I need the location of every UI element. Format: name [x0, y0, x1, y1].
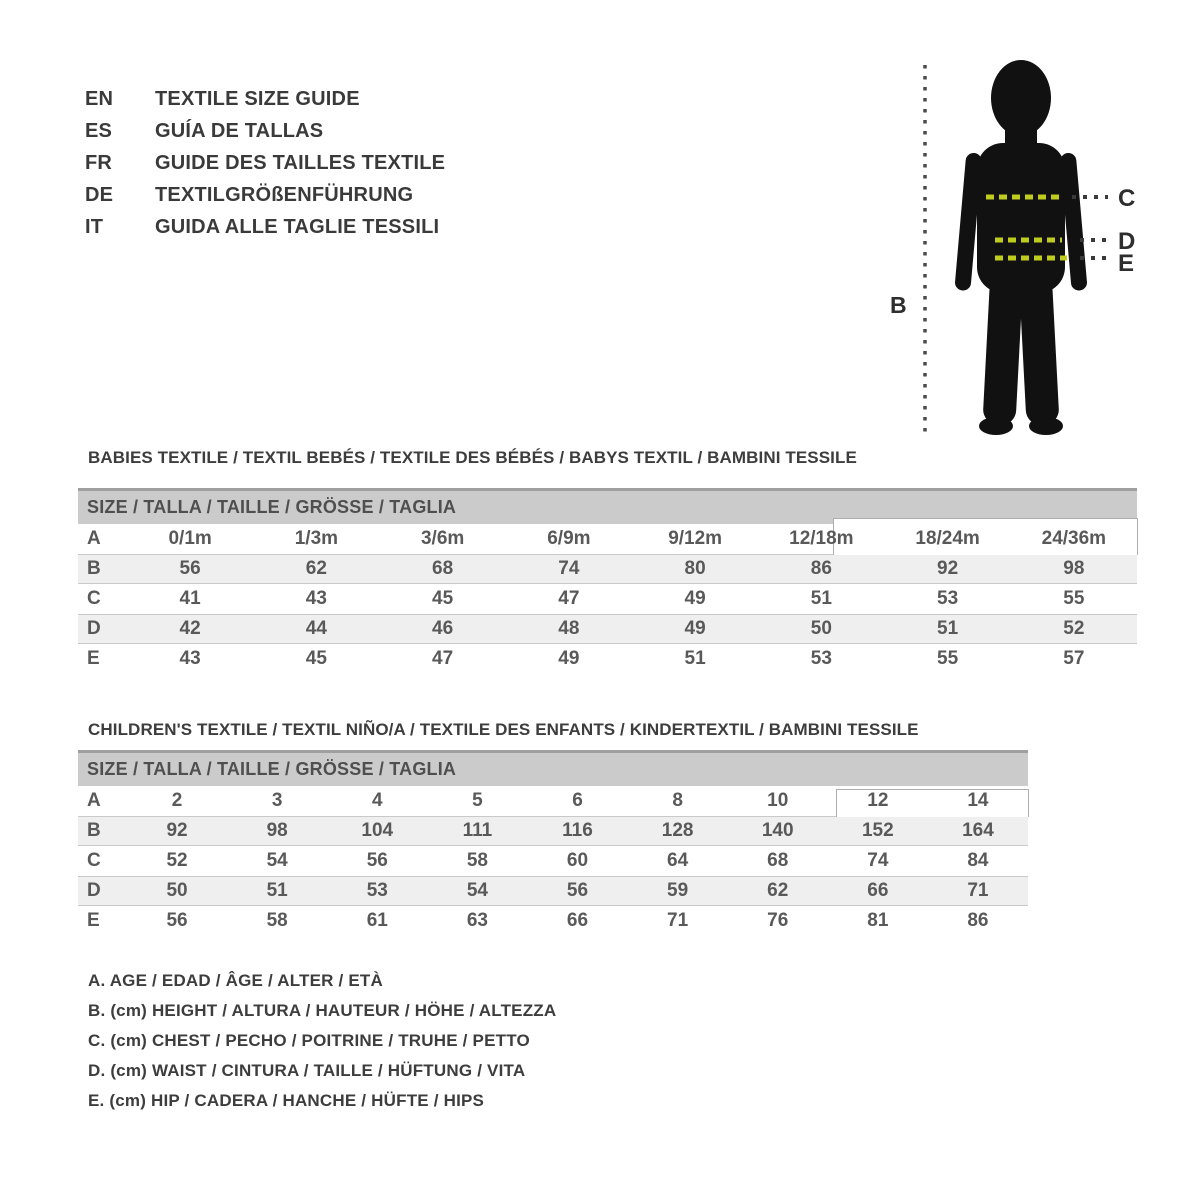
- legend-line: C. (cm) CHEST / PECHO / POITRINE / TRUHE / PETTO: [88, 1031, 530, 1050]
- table-row: [78, 816, 1028, 846]
- table-cell: 51: [266, 880, 288, 901]
- table-cell: 6: [572, 790, 583, 811]
- table-header: [78, 750, 1028, 786]
- chest-label: C: [1118, 185, 1136, 212]
- silhouette-torso: [977, 143, 1065, 293]
- table-cell: 51: [937, 618, 959, 639]
- table-cell: 92: [166, 820, 188, 841]
- language-code: ES: [85, 120, 113, 142]
- table-cell: 74: [867, 850, 889, 871]
- table-cell: 24/36m: [1041, 528, 1107, 549]
- table-row: [78, 614, 1137, 644]
- table-cell: 0/1m: [168, 528, 212, 549]
- table-row: [78, 524, 1137, 554]
- table-cell: 49: [684, 618, 706, 639]
- silhouette-right-leg: [1019, 272, 1060, 426]
- table-cell: 92: [937, 558, 959, 579]
- language-code: DE: [85, 184, 114, 206]
- table-cell: 56: [366, 850, 388, 871]
- table-cell: 152: [861, 820, 894, 841]
- hip-label: E: [1118, 250, 1135, 277]
- measurement-figure: [878, 45, 1178, 447]
- table-cell: 59: [667, 880, 689, 901]
- table-cell: 84: [967, 850, 989, 871]
- table-cell: 58: [466, 850, 488, 871]
- table-cell: 66: [566, 910, 589, 931]
- table-cell: 76: [767, 910, 789, 931]
- table-cell: 86: [810, 558, 832, 579]
- language-title: TEXTILGRÖßENFÜHRUNG: [155, 184, 414, 206]
- table-cell: 140: [761, 820, 794, 841]
- table-cell: 74: [558, 558, 580, 579]
- legend-line: B. (cm) HEIGHT / ALTURA / HAUTEUR / HÖHE / ALTEZZA: [88, 1001, 557, 1020]
- table-cell: 1/3m: [294, 528, 339, 549]
- table-cell: 98: [1063, 558, 1085, 579]
- table-cell: 12: [867, 790, 889, 811]
- table-cell: 86: [967, 910, 989, 931]
- language-code: EN: [85, 88, 114, 110]
- table-cell: 116: [562, 820, 593, 841]
- language-title: GUIDA ALLE TAGLIE TESSILI: [155, 216, 440, 238]
- row-label: B: [87, 820, 101, 841]
- row-label: A: [87, 528, 101, 549]
- language-title: GUIDE DES TAILLES TEXTILE: [155, 152, 446, 174]
- table-cell: 54: [466, 880, 488, 901]
- children-size-table: [78, 750, 1028, 936]
- table-cell: 47: [432, 648, 454, 669]
- table-cell: 4: [371, 790, 383, 811]
- language-row: [85, 147, 445, 179]
- language-row: [85, 115, 445, 147]
- table-cell: 81: [867, 910, 889, 931]
- row-label: D: [87, 618, 101, 639]
- table-cell: 57: [1063, 648, 1085, 669]
- table-cell: 56: [566, 880, 589, 901]
- table-row: [78, 786, 1028, 816]
- table-cell: 51: [810, 588, 832, 609]
- table-cell: 49: [558, 648, 580, 669]
- table-cell: 50: [166, 880, 188, 901]
- table-cell: 104: [361, 820, 394, 841]
- table-cell: 63: [466, 910, 488, 931]
- table-cell: 53: [937, 588, 959, 609]
- children-section-heading: CHILDREN'S TEXTILE / TEXTIL NIÑO/A / TEXTILE DES ENFANTS / KINDERTEXTIL / BAMBINI TESSILE: [88, 720, 919, 739]
- table-cell: 44: [305, 618, 327, 639]
- table-cell: 56: [166, 910, 188, 931]
- table-cell: 71: [967, 880, 989, 901]
- height-label: B: [890, 292, 907, 318]
- silhouette-right-foot: [1029, 417, 1063, 435]
- table-cell: 55: [937, 648, 959, 669]
- table-cell: 53: [366, 880, 388, 901]
- legend-line: E. (cm) HIP / CADERA / HANCHE / HÜFTE / HIPS: [88, 1091, 485, 1110]
- table-cell: 62: [767, 880, 789, 901]
- table-cell: 46: [432, 618, 454, 639]
- babies-section-heading: BABIES TEXTILE / TEXTIL BEBÉS / TEXTILE DES BÉBÉS / BABYS TEXTIL / BAMBINI TESSILE: [88, 448, 857, 467]
- table-cell: 12/18m: [789, 528, 854, 549]
- table-row: [78, 846, 1028, 876]
- table-cell: 56: [179, 558, 201, 579]
- language-code: IT: [85, 216, 104, 238]
- language-row: [85, 179, 445, 211]
- table-cell: 45: [432, 588, 454, 609]
- table-cell: 51: [684, 648, 706, 669]
- table-cell: 41: [179, 588, 201, 609]
- table-cell: 68: [432, 558, 454, 579]
- table-cell: 8: [672, 790, 683, 811]
- table-row: [78, 554, 1137, 584]
- row-label: E: [87, 648, 100, 669]
- silhouette-left-leg: [982, 272, 1023, 426]
- table-cell: 52: [166, 850, 188, 871]
- table-header-label: SIZE / TALLA / TAILLE / GRÖSSE / TAGLIA: [87, 497, 457, 517]
- table-cell: 61: [366, 910, 388, 931]
- table-cell: 3/6m: [420, 528, 465, 549]
- legend-line: D. (cm) WAIST / CINTURA / TAILLE / HÜFTUNG / VITA: [88, 1061, 526, 1080]
- language-row: [85, 211, 445, 243]
- language-title-list: [85, 83, 445, 243]
- table-cell: 2: [171, 790, 183, 811]
- language-row: [85, 83, 445, 115]
- row-label: E: [87, 910, 100, 931]
- table-cell: 71: [667, 910, 689, 931]
- table-cell: 66: [867, 880, 889, 901]
- table-cell: 43: [305, 588, 327, 609]
- child-silhouette: [954, 60, 1087, 435]
- table-cell: 47: [558, 588, 580, 609]
- table-cell: 5: [472, 790, 483, 811]
- legend-line: A. AGE / EDAD / ÂGE / ALTER / ETÀ: [88, 971, 383, 990]
- table-cell: 42: [179, 618, 201, 639]
- table-cell: 80: [684, 558, 706, 579]
- table-cell: 45: [305, 648, 327, 669]
- table-cell: 18/24m: [915, 528, 980, 549]
- table-cell: 54: [266, 850, 288, 871]
- language-code: FR: [85, 152, 113, 174]
- table-row: [78, 584, 1137, 614]
- table-cell: 10: [767, 790, 789, 811]
- table-header-label: SIZE / TALLA / TAILLE / GRÖSSE / TAGLIA: [87, 759, 457, 779]
- table-cell: 58: [266, 910, 288, 931]
- child-figure-svg: [878, 45, 1178, 447]
- table-cell: 53: [810, 648, 832, 669]
- table-cell: 60: [566, 850, 589, 871]
- table-cell: 48: [558, 618, 580, 639]
- table-row: [78, 644, 1137, 674]
- language-title: GUÍA DE TALLAS: [155, 120, 324, 142]
- table-cell: 9/12m: [668, 528, 723, 549]
- table-cell: 43: [179, 648, 201, 669]
- row-label: D: [87, 880, 101, 901]
- row-label: A: [87, 790, 101, 811]
- row-label: B: [87, 558, 101, 579]
- table-cell: 14: [967, 790, 989, 811]
- table-cell: 3: [271, 790, 283, 811]
- table-cell: 49: [684, 588, 706, 609]
- table-cell: 98: [266, 820, 288, 841]
- table-cell: 52: [1063, 618, 1085, 639]
- table-cell: 55: [1063, 588, 1085, 609]
- measurement-legend: [88, 966, 556, 1116]
- table-row: [78, 876, 1028, 906]
- silhouette-left-foot: [979, 417, 1013, 435]
- table-cell: 164: [962, 820, 994, 841]
- table-cell: 68: [767, 850, 789, 871]
- waist-label: D: [1118, 228, 1136, 255]
- table-cell: 50: [810, 618, 832, 639]
- table-cell: 111: [462, 820, 493, 841]
- table-cell: 64: [667, 850, 689, 871]
- babies-size-table: [78, 488, 1137, 674]
- language-title: TEXTILE SIZE GUIDE: [155, 88, 360, 110]
- table-row: [78, 906, 1028, 936]
- row-label: C: [87, 588, 101, 609]
- table-cell: 6/9m: [547, 528, 591, 549]
- table-cell: 62: [305, 558, 327, 579]
- table-cell: 128: [661, 820, 694, 841]
- row-label: C: [87, 850, 101, 871]
